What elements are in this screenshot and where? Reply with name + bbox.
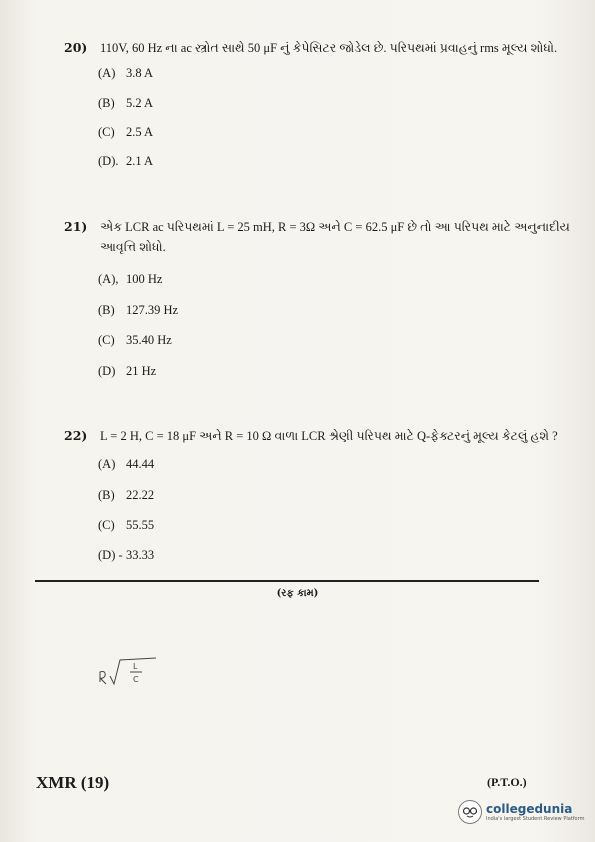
- option-value: 2.5 A: [126, 125, 154, 139]
- option-22-b: [98, 488, 154, 503]
- collegedunia-logo-icon: [458, 800, 482, 824]
- svg-text:C: C: [133, 675, 139, 684]
- question-number: 20): [64, 40, 88, 55]
- option-22-a: [98, 457, 154, 472]
- option-value: 22.22: [126, 488, 155, 502]
- option-label: (A): [98, 66, 116, 80]
- svg-text:L: L: [133, 662, 138, 671]
- option-value: 2.1 A: [126, 154, 154, 168]
- option-20-c: [98, 125, 153, 140]
- option-label: (C): [98, 333, 115, 347]
- option-label: (D) -: [98, 548, 123, 562]
- watermark: [458, 800, 584, 824]
- option-value: 55.55: [126, 518, 155, 532]
- option-value: 35.40 Hz: [126, 333, 172, 347]
- option-21-c: [98, 333, 172, 348]
- option-label: (D).: [98, 154, 119, 168]
- option-20-d: [98, 154, 153, 169]
- option-21-a: [98, 272, 162, 287]
- question-number: 22): [64, 428, 88, 443]
- option-label: (B): [98, 303, 115, 317]
- option-22-d: [98, 548, 154, 563]
- option-label: (A): [98, 457, 116, 471]
- option-label: (D): [98, 364, 116, 378]
- option-21-b: [98, 303, 178, 318]
- option-value: 33.33: [126, 548, 155, 562]
- option-20-b: [98, 96, 153, 111]
- rough-work-label: (રફ કામ): [276, 588, 319, 599]
- option-label: (B): [98, 96, 115, 110]
- question-text: 110V, 60 Hz ના ac સ્ત્રોત સાથે 50 μF નું કેપેસિટર જોડેલ છે. પરિપથમાં પ્રવાહનું rms મૂલ્ય શોધો.: [100, 41, 558, 55]
- section-divider: [35, 580, 539, 582]
- option-value: 127.39 Hz: [126, 303, 179, 317]
- pto-label: (P.T.O.): [487, 775, 527, 789]
- option-label: (C): [98, 518, 115, 532]
- question-text: L = 2 H, C = 18 μF અને R = 10 Ω વાળા LCR શ્રેણી પરિપથ માટે Q-ફેક્ટરનું મૂલ્ય કેટલું હશે ?: [100, 429, 558, 443]
- option-value: 5.2 A: [126, 96, 154, 110]
- option-20-a: [98, 66, 153, 81]
- paper-code: XMR (19): [36, 773, 110, 792]
- question-text: એક LCR ac પરિપથમાં L = 25 mH, R = 3Ω અને C = 62.5 μF છે તો આ પરિપથ માટે અનુનાદીય આવૃત્તિ શોધો.: [100, 220, 570, 254]
- watermark-brand: collegedunia: [486, 802, 573, 816]
- option-label: (A),: [98, 272, 119, 286]
- option-value: 44.44: [126, 457, 155, 471]
- option-label: (B): [98, 488, 115, 502]
- option-label: (C): [98, 125, 115, 139]
- option-value: 3.8 A: [126, 66, 154, 80]
- option-value: 100 Hz: [126, 272, 163, 286]
- watermark-tagline: India's largest Student Review Platform: [486, 816, 585, 822]
- option-21-d: [98, 364, 156, 379]
- option-22-c: [98, 518, 154, 533]
- handwritten-formula-sketch: [96, 652, 166, 692]
- option-value: 21 Hz: [126, 364, 157, 378]
- question-number: 21): [64, 219, 88, 234]
